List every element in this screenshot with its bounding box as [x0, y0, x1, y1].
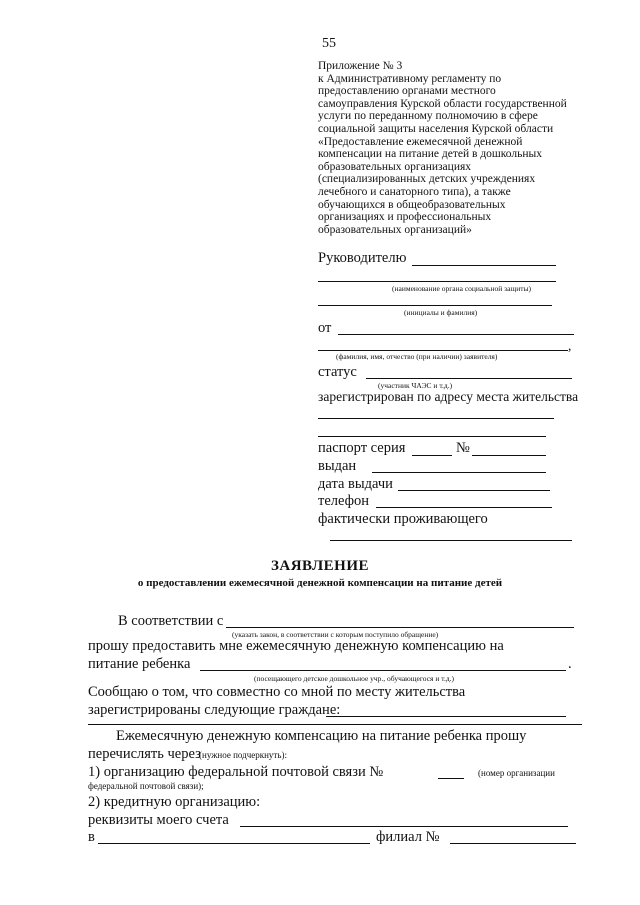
hint-org: (наименование органа социальной защиты)	[392, 284, 532, 293]
hint-law: (указать закон, в соответствии с которым поступило обращение)	[232, 630, 439, 639]
appendix-line: предоставлению органами местного	[318, 85, 496, 98]
issued-label: выдан	[318, 458, 357, 474]
appendix-line: к Административному регламенту по	[318, 72, 502, 85]
bank-line[interactable]	[98, 843, 370, 844]
appendix-line: услуги по переданному полномочию в сфере	[318, 110, 538, 123]
issue-date-line[interactable]	[398, 490, 550, 491]
appendix-line: социальной защиты населения Курской области	[318, 122, 554, 135]
registered-label: зарегистрирован по адресу места жительства	[318, 389, 579, 404]
inform-line-2-label: зарегистрированы следующие граждане:	[88, 702, 341, 718]
hint-status: (участник ЧАЭС и т.д.)	[378, 381, 453, 390]
number-sign: №	[456, 440, 470, 456]
payment-hint: (нужное подчеркнуть):	[199, 750, 287, 760]
document-title: ЗАЯВЛЕНИЕ	[270, 558, 370, 574]
request-line-1: прошу предоставить мне ежемесячную денежную компенсацию на	[88, 638, 504, 654]
option-2: 2) кредитную организацию:	[88, 794, 261, 810]
status-line[interactable]	[366, 378, 572, 379]
actual-residence-label: фактически проживающего	[318, 511, 488, 527]
appendix-line: самоуправления Курской области государственной	[318, 97, 567, 110]
branch-line[interactable]	[450, 843, 576, 844]
issued-line[interactable]	[372, 472, 546, 473]
branch-label: филиал №	[376, 829, 440, 845]
citizens-line-2[interactable]	[88, 724, 582, 725]
hint-fio: (фамилия, имя, отчество (при наличии) заявителя)	[336, 352, 498, 361]
from-line[interactable]	[338, 334, 574, 335]
passport-number-line[interactable]	[472, 455, 546, 456]
in-label: в	[88, 829, 95, 845]
appendix-line: образовательных организациях	[318, 160, 472, 173]
payment-line-1: Ежемесячную денежную компенсацию на питание ребенка прошу	[116, 728, 527, 744]
comma: ,	[568, 338, 572, 353]
account-line[interactable]	[240, 826, 568, 827]
page-number: 55	[322, 36, 336, 51]
appendix-line: образовательных организаций»	[318, 223, 472, 236]
to-line[interactable]	[412, 265, 556, 266]
phone-line[interactable]	[376, 507, 552, 508]
appendix-line: организациях и профессиональных	[318, 211, 492, 224]
option-1-hint-a: (номер организации	[478, 768, 555, 778]
appendix-line: обучающихся в общеобразовательных	[318, 198, 506, 211]
passport-label: паспорт серия	[318, 440, 406, 456]
post-number-line[interactable]	[438, 778, 464, 779]
accordance-label: В соответствии с	[118, 613, 224, 629]
appendix-line: «Предоставление ежемесячной денежной	[318, 135, 523, 148]
appendix-block	[318, 60, 618, 236]
actual-residence-line[interactable]	[330, 540, 572, 541]
appendix-line: лечебного и санаторного типа), а также	[318, 185, 511, 198]
account-label: реквизиты моего счета	[88, 812, 229, 828]
period: .	[568, 656, 572, 672]
appendix-line: Приложение № 3	[318, 60, 403, 72]
status-label: статус	[318, 364, 357, 380]
appendix-line: (специализированных детских учреждениях	[318, 173, 536, 186]
passport-series-line[interactable]	[412, 455, 452, 456]
request-line-2-label: питание ребенка	[88, 656, 191, 672]
from-label: от	[318, 320, 332, 336]
payment-line-2: перечислять через	[88, 746, 201, 762]
to-label: Руководителю	[318, 250, 407, 266]
issue-date-label: дата выдачи	[318, 476, 393, 492]
inform-line-1: Сообщаю о том, что совместно со мной по месту жительства	[88, 684, 466, 700]
org-line[interactable]	[318, 281, 556, 282]
hint-child: (посещающего детское дошкольное учр., обучающегося и т.д.)	[254, 674, 455, 683]
appendix-line: компенсации на питание детей в дошкольных	[318, 148, 543, 161]
citizens-line-1[interactable]	[326, 716, 566, 717]
fio-line[interactable]	[318, 350, 568, 351]
initials-line[interactable]	[318, 305, 552, 306]
child-line[interactable]	[200, 670, 566, 671]
phone-label: телефон	[318, 493, 370, 509]
document-subtitle: о предоставлении ежемесячной денежной компенсации на питание детей	[137, 577, 503, 589]
address-line-1[interactable]	[318, 418, 554, 419]
hint-initials: (инициалы и фамилия)	[404, 308, 478, 317]
address-line-2[interactable]	[318, 436, 546, 437]
option-1: 1) организацию федеральной почтовой связи №	[88, 764, 384, 780]
law-line[interactable]	[226, 627, 574, 628]
option-1-hint-b: федеральной почтовой связи);	[88, 781, 204, 791]
